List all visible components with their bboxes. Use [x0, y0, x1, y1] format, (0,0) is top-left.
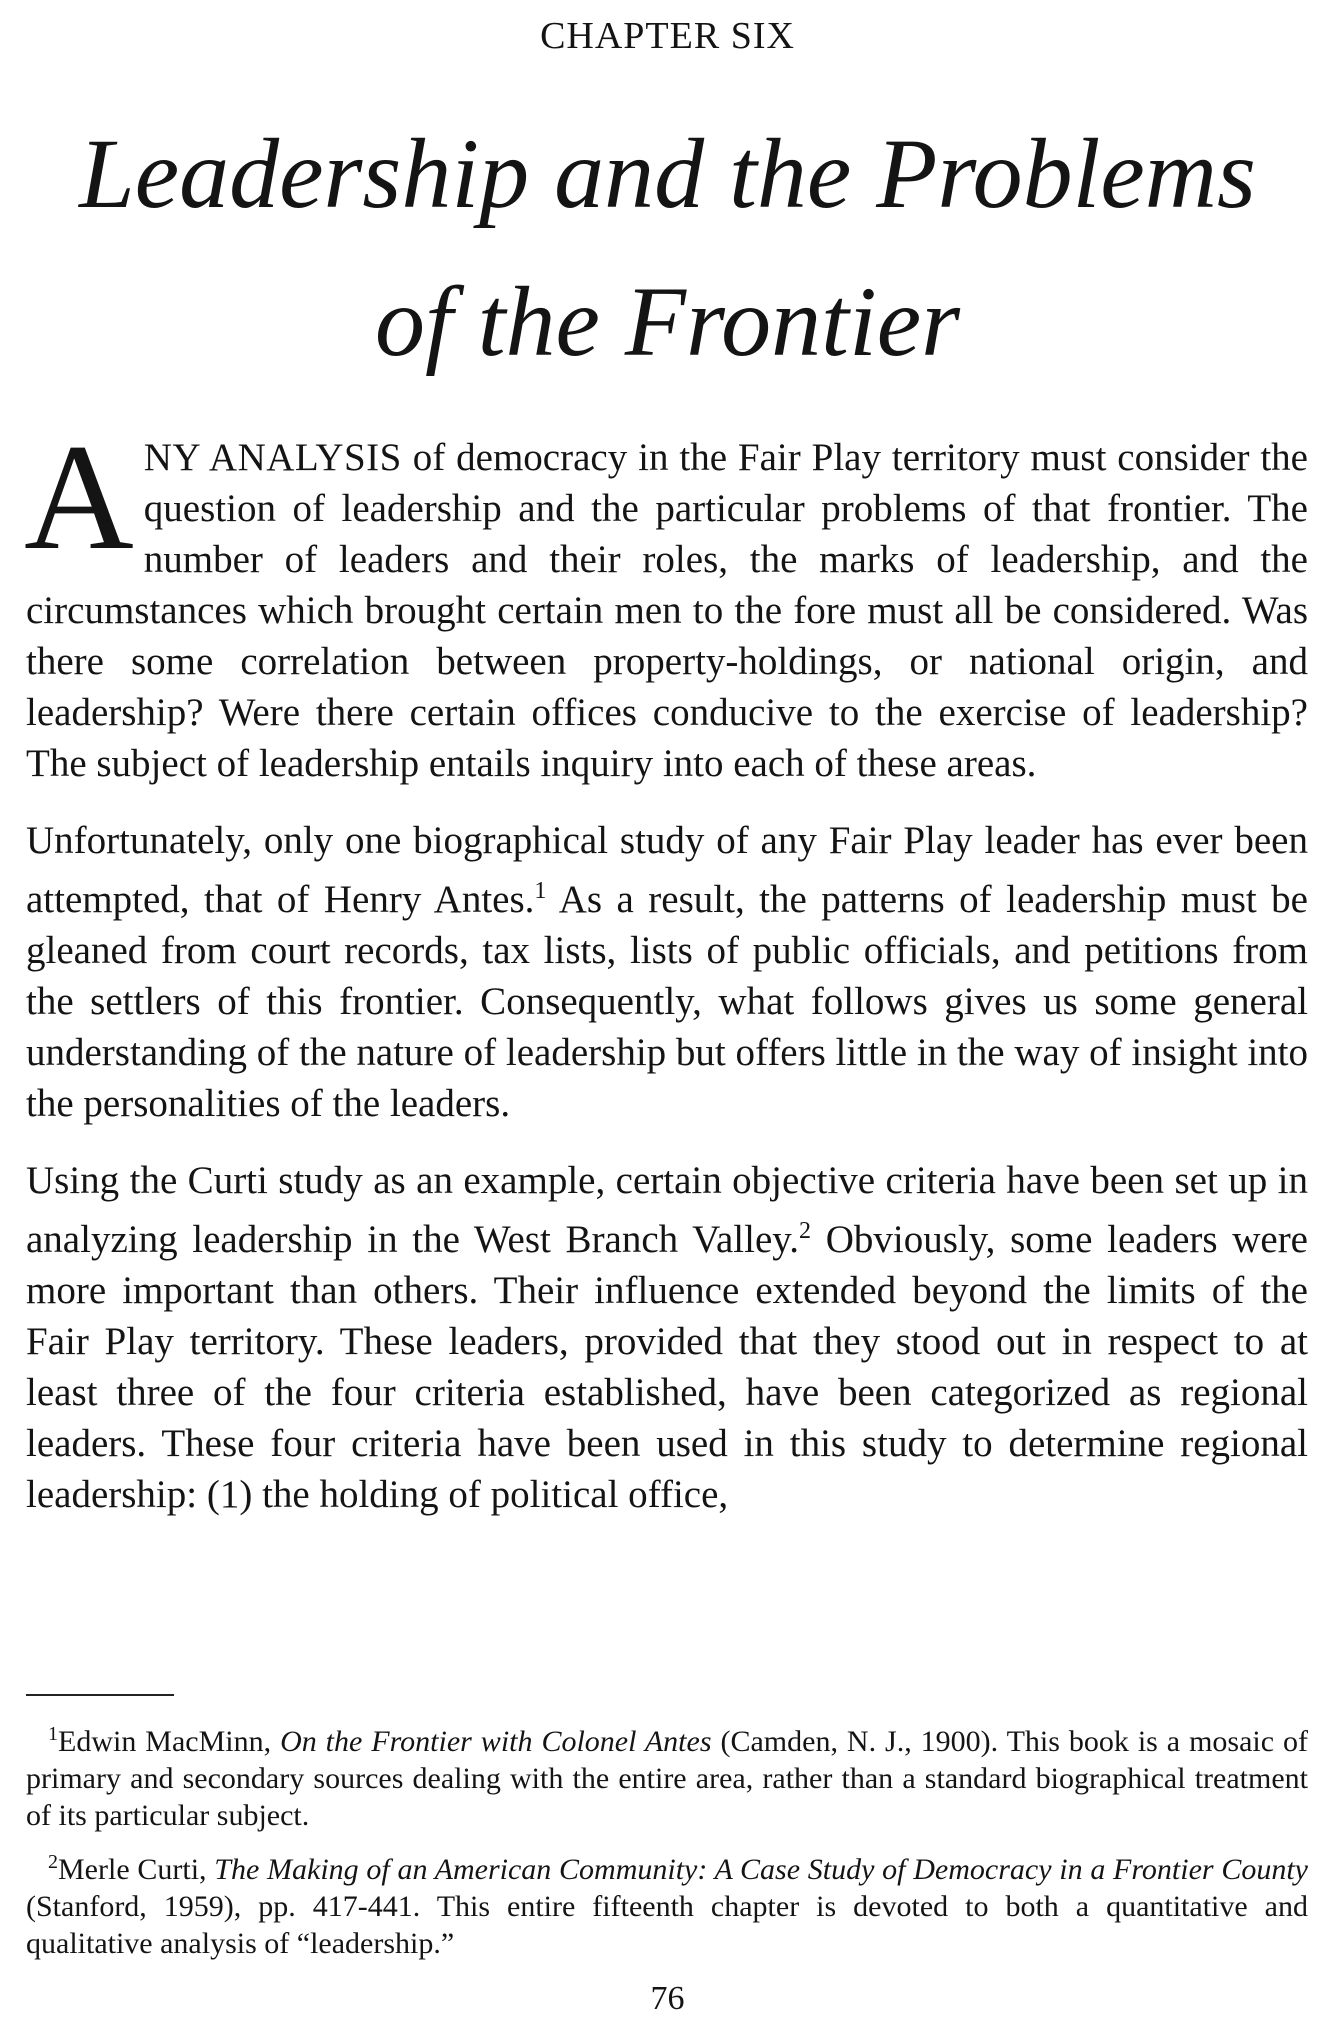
paragraph-3-text-a: Using the Curti study as an example, certain objective criteria have been set up in analyzing leadership in the West Branch Valley.: [26, 1159, 1308, 1261]
chapter-title-line-1: Leadership and the Problems: [79, 118, 1256, 229]
footnote-1-number: 1: [48, 1723, 58, 1745]
footnote-2: [26, 1844, 1308, 1962]
footnote-2-author: Merle Curti,: [58, 1853, 215, 1886]
footnote-divider: [26, 1694, 174, 1696]
paragraph-1: [24, 413, 1308, 789]
footnote-1-rest: (Camden, N. J., 1900). This book is a mosaic of primary and secondary sources dealing with the entire area, rather than a standard biographical treatment of its particular subject.: [26, 1725, 1308, 1832]
chapter-title: [0, 100, 1335, 396]
paragraph-2-text-b: As a result, the patterns of leadership must be gleaned from court records, tax lists, lists of public officials, and petitions from the settlers of this frontier. Consequently, what follows gives us some general understanding of the nature of leadership but offers little in the way of insight into the personalities of the leaders.: [26, 878, 1308, 1125]
footnote-2-number: 2: [48, 1851, 58, 1873]
footnote-ref-2: 2: [799, 1218, 812, 1244]
paragraph-3-text-b: Obviously, some leaders were more important than others. Their influence extended beyond the limits of the Fair Play territory. These leaders, provided that they stood out in respect to at least three of the four criteria established, have been categorized as regional leaders. These four criteria have been used in this study to determine regional leadership: (1) the holding of political office,: [26, 1218, 1308, 1516]
footnote-ref-1: 1: [534, 878, 547, 904]
paragraph-3: [26, 1155, 1308, 1520]
chapter-label: CHAPTER SIX: [540, 15, 795, 57]
page-number: 76: [650, 1980, 685, 2017]
paragraph-2-text-a: Unfortunately, only one biographical study of any Fair Play leader has ever been attempted, that of Henry Antes.: [26, 819, 1308, 921]
drop-cap: A: [24, 413, 134, 581]
body-text: [24, 413, 1308, 1546]
footnote-1-title: On the Frontier with Colonel Antes: [280, 1725, 712, 1758]
footnotes: [26, 1716, 1308, 1972]
lead-in: NY ANALYSIS: [143, 436, 402, 479]
paragraph-1-text: of democracy in the Fair Play territory must consider the question of leadership and the particular problems of that frontier. The number of leaders and their roles, the marks of leadership, and the circumstances which brought certain men to the fore must all be considered. Was there some correlation between property-holdings, or national origin, and leadership? Were there certain offices conducive to the exercise of leadership? The subject of leadership entails inquiry into each of these areas.: [26, 436, 1308, 785]
footnote-2-title: The Making of an American Community: A Case Study of Democracy in a Frontier County: [214, 1853, 1308, 1886]
footnote-1: [26, 1716, 1308, 1834]
chapter-title-line-2: of the Frontier: [374, 266, 961, 377]
footnote-2-rest: (Stanford, 1959), pp. 417-441. This entire fifteenth chapter is devoted to both a quantitative and qualitative analysis of “leadership.”: [26, 1890, 1308, 1960]
paragraph-2: [26, 815, 1308, 1129]
footnote-1-author: Edwin MacMinn,: [58, 1725, 281, 1758]
